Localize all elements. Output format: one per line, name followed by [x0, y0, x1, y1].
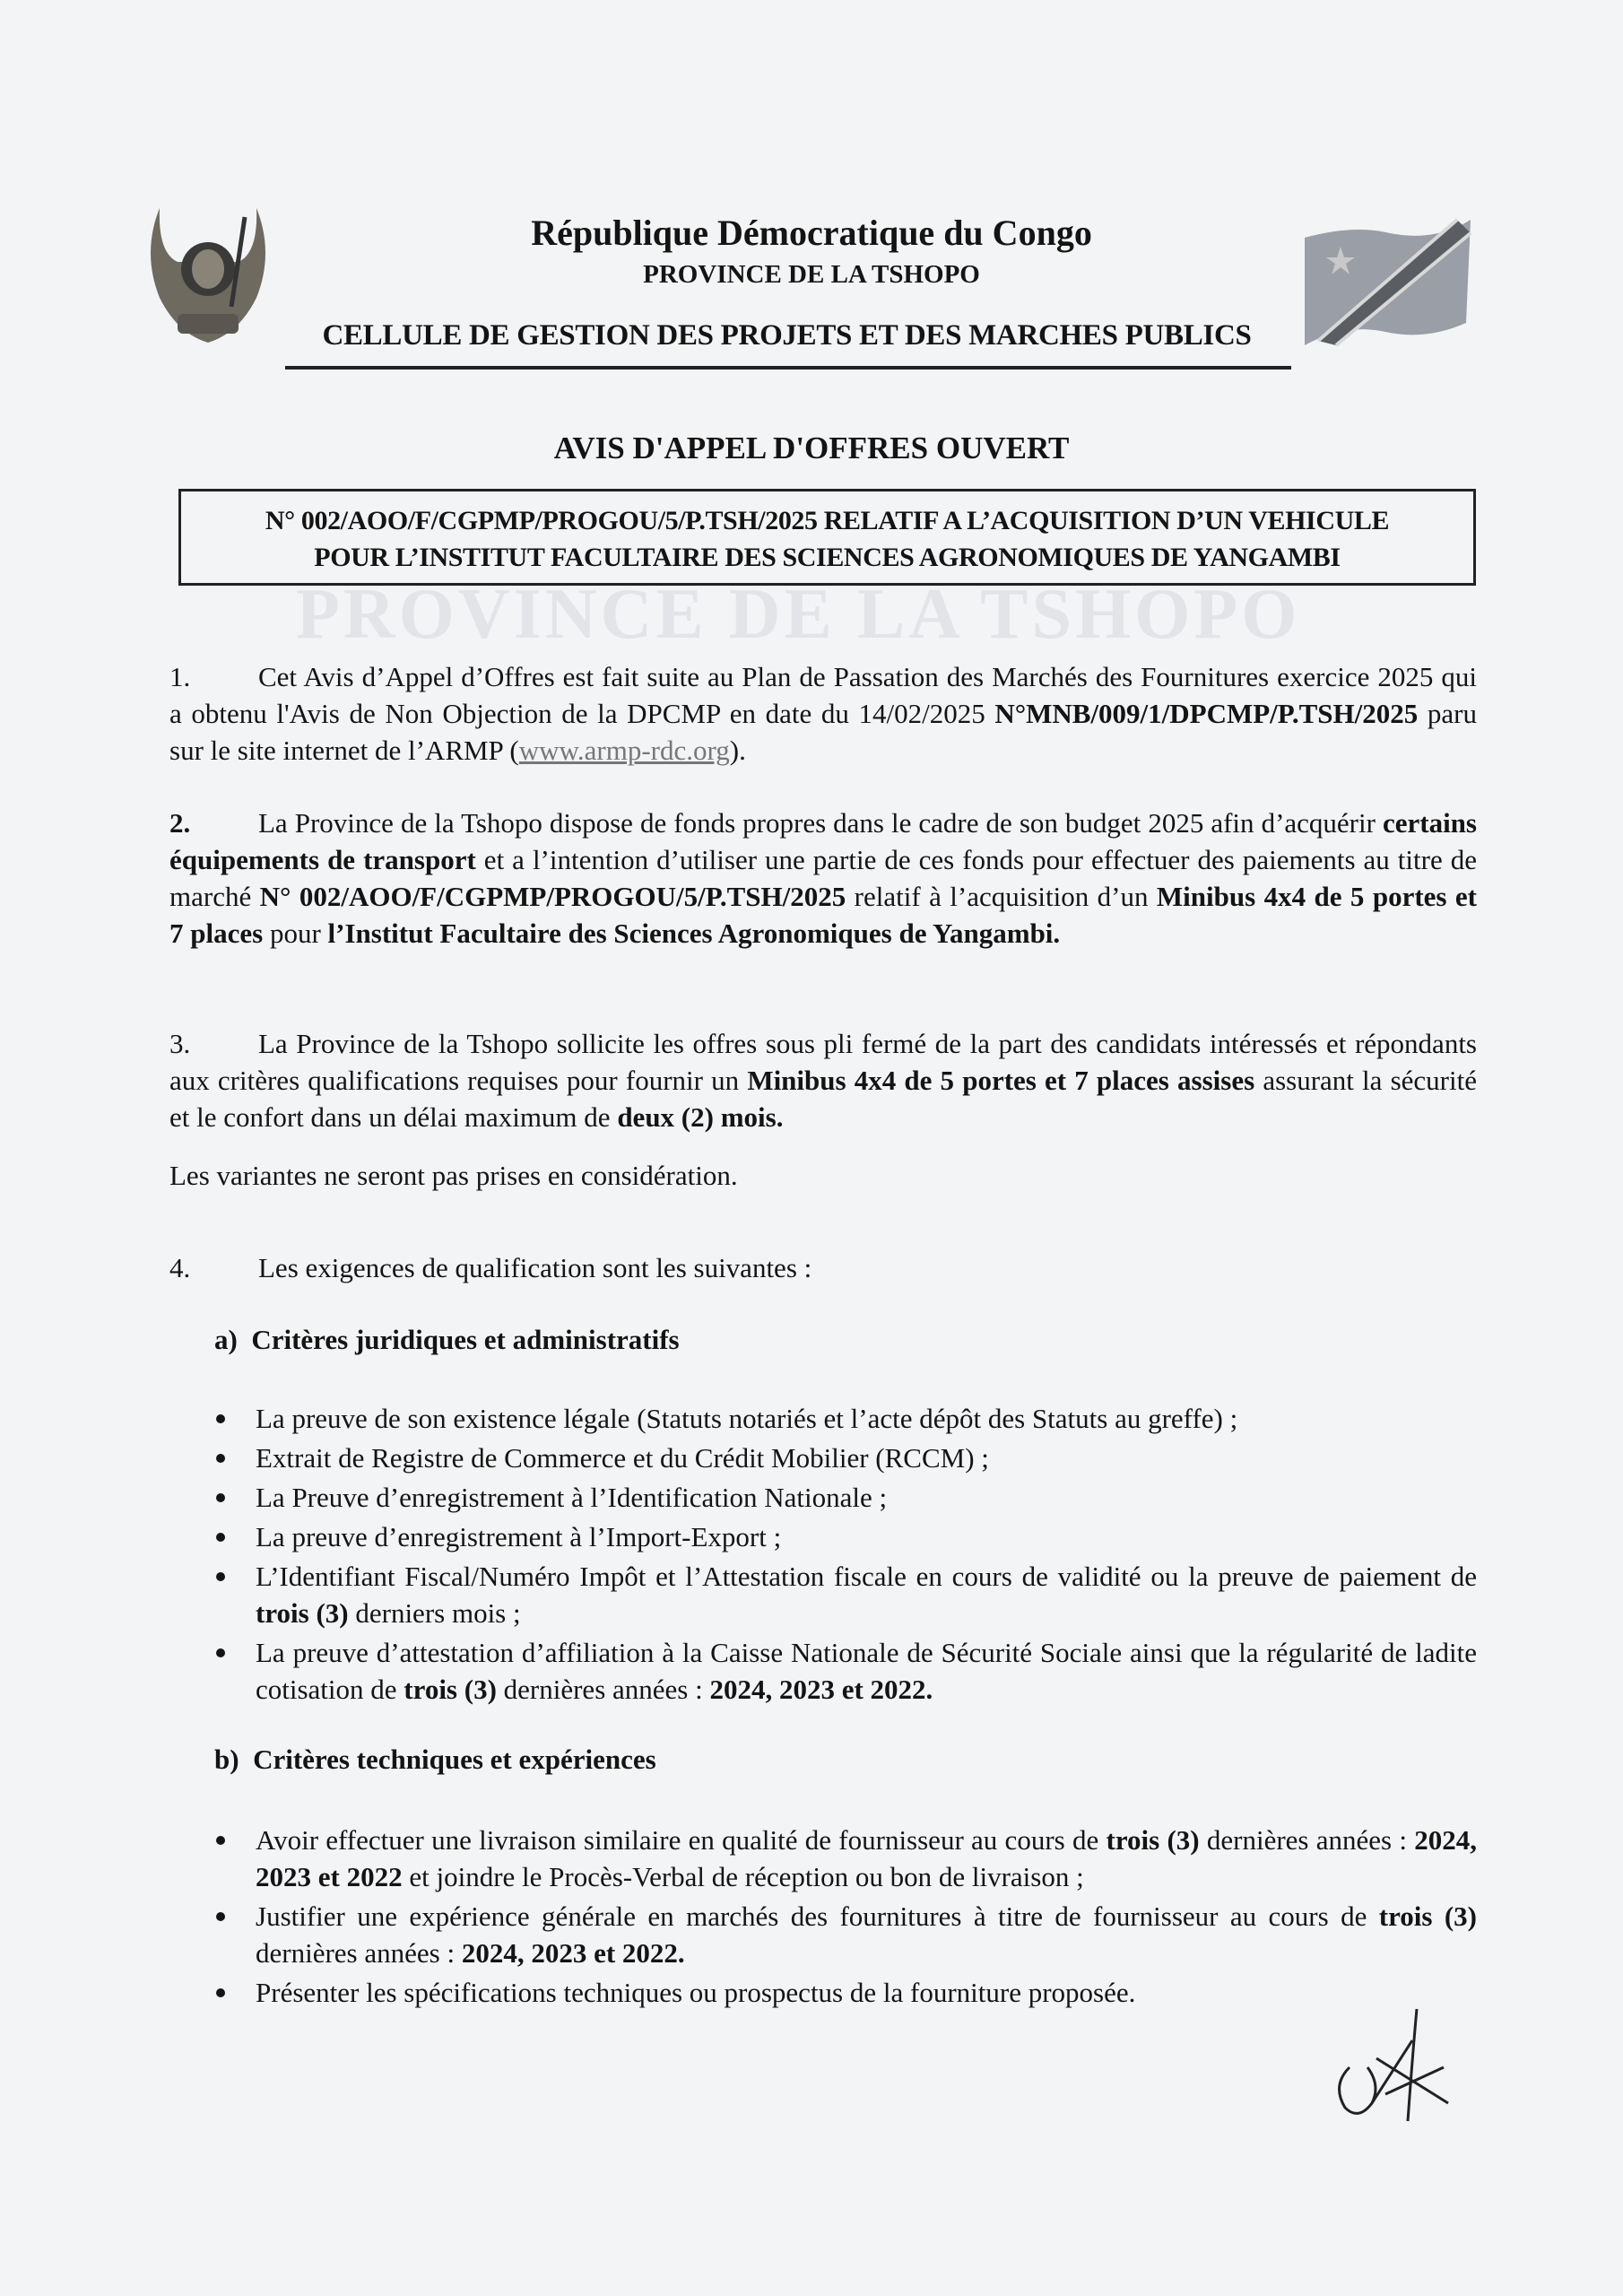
bold-text: Minibus 4x4 de 5 portes et 7 places assises [747, 1065, 1255, 1096]
list-item: Présenter les spécifications techniques ou prospectus de la fourniture proposée. [214, 1974, 1477, 2011]
bold-text: N° 002/AOO/F/CGPMP/PROGOU/5/P.TSH/2025 [259, 881, 846, 912]
section-a-list [214, 1400, 1477, 1710]
list-item: Extrait de Registre de Commerce et du Crédit Mobilier (RCCM) ; [214, 1439, 1477, 1476]
section-b-title: b) Critères techniques et expériences [214, 1744, 656, 1775]
text: La Province de la Tshopo sollicite les offres sous pli fermé de la part des candidats intéressés et répondants aux critères qualifications requises pour fournir un [169, 1028, 1477, 1096]
text: paru sur le site internet de l’ARMP ( [169, 698, 1477, 766]
section-a-title: a) Critères juridiques et administratifs [214, 1324, 680, 1355]
list-item: Avoir effectuer une livraison similaire en qualité de fournisseur au cours de trois (3) dernières années : 2024, 2023 et 2022 et joindre le Procès-Verbal de réception ou bon de livraison ; [214, 1822, 1477, 1895]
bold-text: l’Institut Facultaire des Sciences Agronomiques de Yangambi. [327, 918, 1061, 949]
text: assurant la sécurité et le confort dans un délai maximum de [169, 1065, 1477, 1133]
bold-text: certains équipements de transport [169, 807, 1477, 875]
list-item: La preuve d’attestation d’affiliation à la Caisse Nationale de Sécurité Sociale ainsi que la régularité de ladite cotisation de trois (3) dernières années : 2024, 2023 et 2022. [214, 1634, 1477, 1708]
list-item: La preuve de son existence légale (Statuts notariés et l’acte dépôt des Statuts au greffe) ; [214, 1400, 1477, 1437]
signature-initials-icon [1323, 2005, 1457, 2139]
country-name: République Démocratique du Congo [531, 213, 1092, 253]
armp-link[interactable]: www.armp-rdc.org [518, 735, 730, 766]
header-divider [285, 366, 1291, 370]
paragraph-number: 2. [169, 807, 191, 839]
notice-title: AVIS D'APPEL D'OFFRES OUVERT [553, 430, 1070, 465]
paragraph-1 [169, 658, 1477, 769]
text: relatif à l’acquisition d’un [846, 881, 1157, 912]
reference-box [178, 489, 1476, 586]
list-item: Justifier une expérience générale en marchés des fournitures à titre de fournisseur au cours de trois (3) dernières années : 2024, 2023 et 2022. [214, 1898, 1477, 1971]
office-name: CELLULE DE GESTION DES PROJETS ET DES MARCHES PUBLICS [322, 319, 1252, 352]
paragraph-number: 3. [169, 1028, 191, 1059]
text: Les exigences de qualification sont les suivantes : [258, 1252, 812, 1283]
text: ). [729, 735, 746, 766]
section-b-list [214, 1822, 1477, 2013]
watermark: PROVINCE DE LA TSHOPO [296, 575, 1301, 654]
bold-text: deux (2) mois. [617, 1101, 784, 1133]
text: La Province de la Tshopo dispose de fonds propres dans le cadre de son budget 2025 afin d’acquérir [258, 807, 1383, 839]
paragraph-2 [169, 804, 1477, 952]
list-item: L’Identifiant Fiscal/Numéro Impôt et l’Attestation fiscale en cours de validité ou la preuve de paiement de trois (3) derniers mois ; [214, 1558, 1477, 1631]
paragraph-number: 4. [169, 1252, 191, 1283]
variants-note: Les variantes ne seront pas prises en considération. [169, 1160, 738, 1191]
paragraph-3 [169, 1025, 1477, 1135]
bold-text: N°MNB/009/1/DPCMP/P.TSH/2025 [994, 698, 1419, 729]
text: Cet Avis d’Appel d’Offres est fait suite au Plan de Passation des Marchés des Fournitures exercice 2025 qui a obtenu l'Avis de Non Objection de la DPCMP en date du 14/02/2025 [169, 661, 1477, 729]
list-item: La preuve d’enregistrement à l’Import-Export ; [214, 1518, 1477, 1555]
reference-line-1: N° 002/AOO/F/CGPMP/PROGOU/5/P.TSH/2025 RELATIF A L’ACQUISITION D’UN VEHICULE [265, 506, 1390, 535]
province-name: PROVINCE DE LA TSHOPO [643, 260, 980, 289]
reference-line-2: POUR L’INSTITUT FACULTAIRE DES SCIENCES AGRONOMIQUES DE YANGAMBI [314, 543, 1341, 572]
paragraph-number: 1. [169, 661, 191, 692]
paragraph-4 [169, 1249, 1477, 1286]
bold-text: Minibus 4x4 de 5 portes et 7 places [169, 881, 1477, 949]
list-item: La Preuve d’enregistrement à l’Identification Nationale ; [214, 1479, 1477, 1516]
text: pour [263, 918, 328, 949]
text: et a l’intention d’utiliser une partie de ces fonds pour effectuer des paiements au titre de marché [169, 844, 1477, 912]
